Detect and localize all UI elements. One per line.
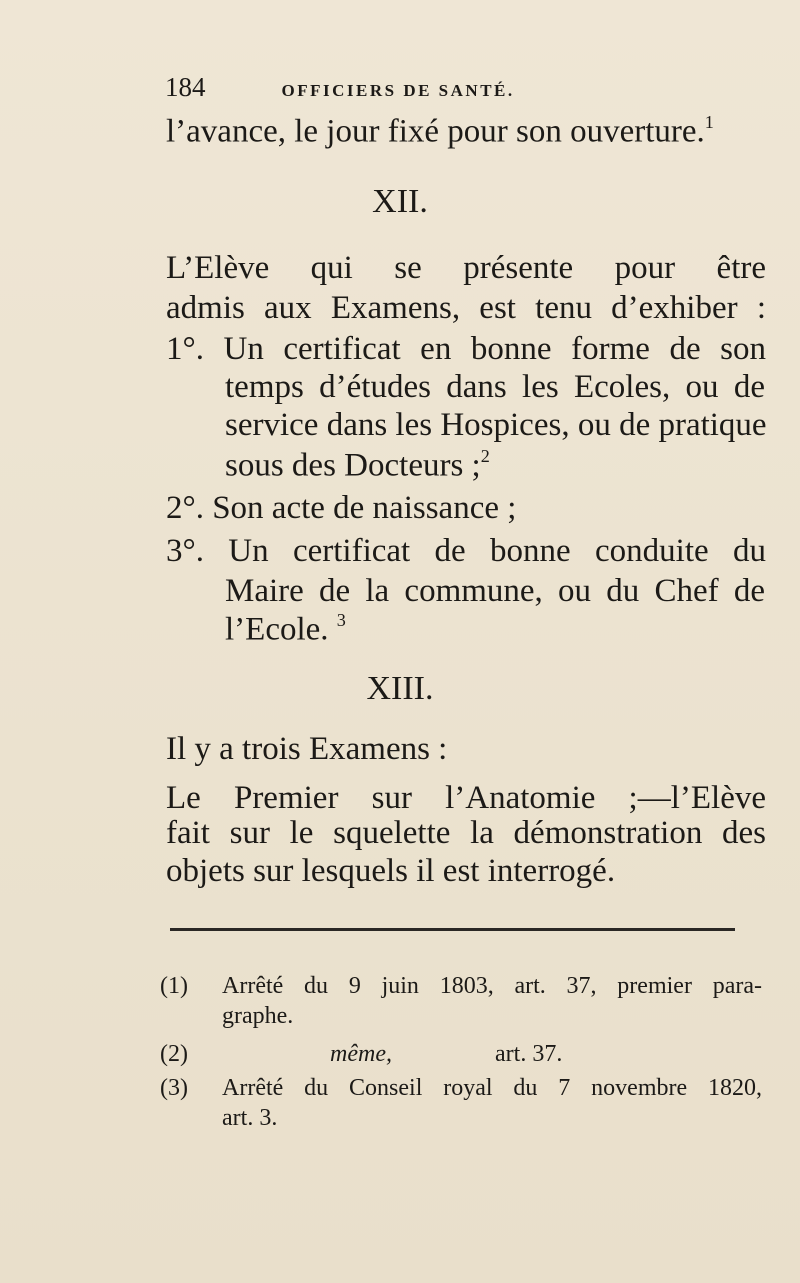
text-line: temps d’études dans les Ecoles, ou de [225,369,765,405]
text-line: Le Premier sur l’Anatomie ;—l’Elève [166,780,766,816]
section-heading-xii: XII. [372,183,428,220]
page-number: 184 [165,72,206,102]
text-line: 3°. Un certificat de bonne conduite du [166,533,766,569]
footnote-marker: (1) [160,973,188,999]
text-line: l’avance, le jour fixé pour son ouverture.$^1$ [166,112,714,150]
text-line: fait sur le squelette la démonstration des [166,815,766,851]
page-header [165,72,605,103]
footnote-ref: 1 [704,112,714,132]
section-heading-xiii: XIII. [366,670,434,707]
footnote-text: même, [330,1041,392,1067]
footnote-text: Arrêté du Conseil royal du 7 novembre 1820, [222,1075,762,1101]
running-title: OFFICIERS DE SANTÉ. [281,81,515,100]
text-line: Il y a trois Examens : [166,731,448,767]
text-line: l’Ecole. $^3$ [225,610,346,648]
footnote-marker: (3) [160,1075,188,1101]
text-line: 2°. Son acte de naissance ; [166,490,517,526]
text-line: sous des Docteurs ;$^2$ [225,446,490,484]
text-line: Maire de la commune, ou du Chef de [225,573,765,609]
text-line: 1°. Un certificat en bonne forme de son [166,331,766,367]
footnote-marker: (2) [160,1041,188,1067]
text-line: service dans les Hospices, ou de pratique [225,407,767,443]
footnote-text: Arrêté du 9 juin 1803, art. 37, premier para- [222,973,762,999]
footnote-ref: 2 [480,446,490,466]
footnote-text: art. 37. [495,1041,563,1067]
footnote-divider [170,928,735,931]
footnote-text: art. 3. [222,1105,278,1131]
text-line: L’Elève qui se présente pour être [166,250,766,286]
footnote-text: graphe. [222,1003,294,1029]
text-line: admis aux Examens, est tenu d’exhiber : [166,290,766,326]
text-line: objets sur lesquels il est interrogé. [166,853,616,889]
footnote-ref: 3 [336,610,346,630]
